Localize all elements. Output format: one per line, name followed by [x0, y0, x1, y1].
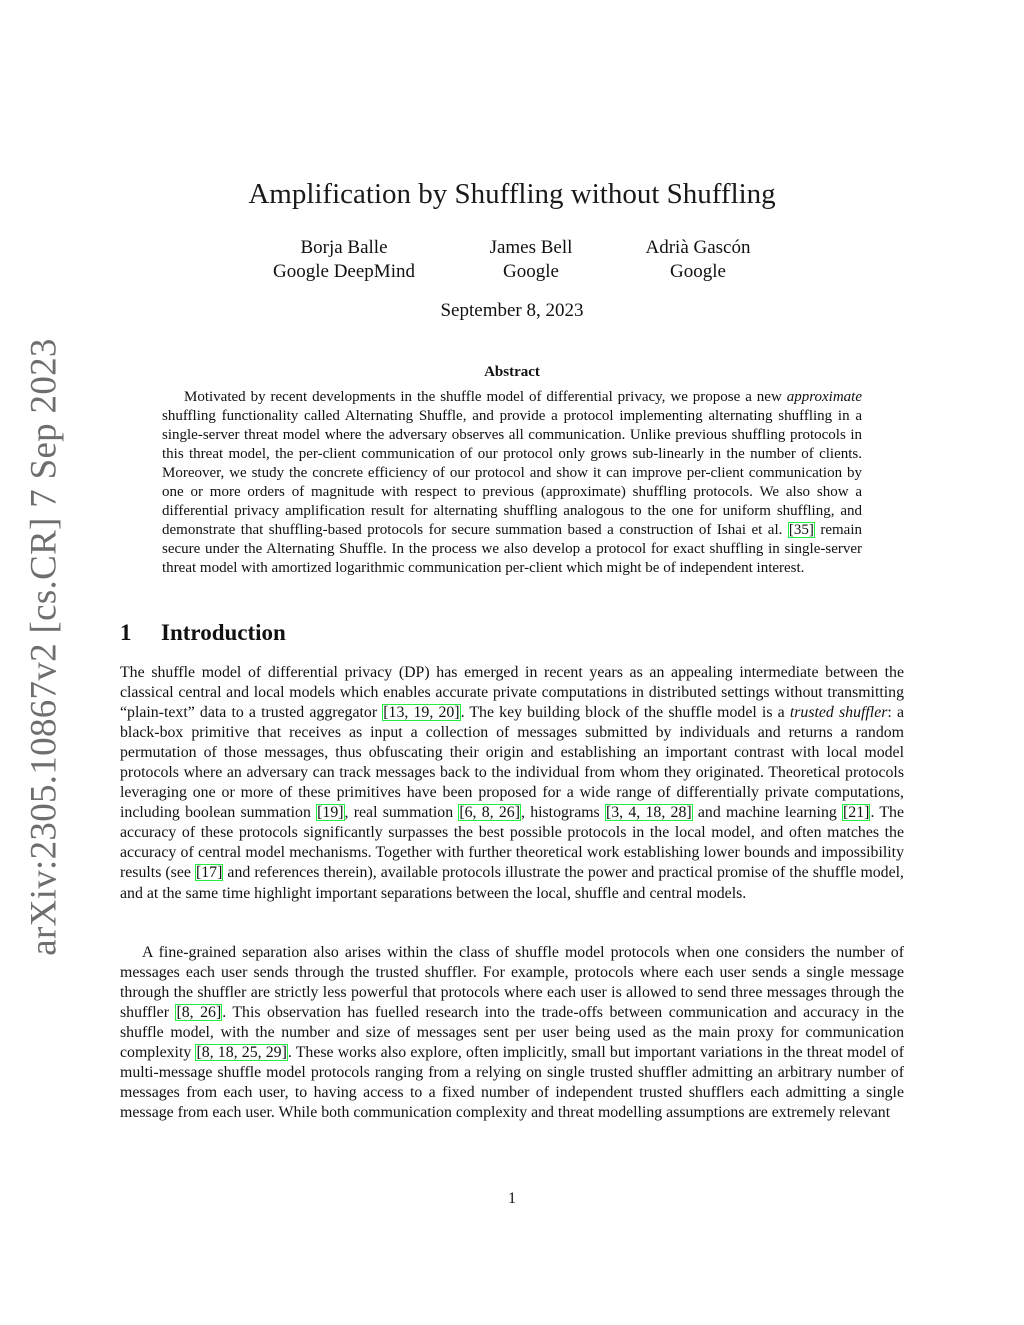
author-list [0, 236, 1024, 296]
page-number: 1 [508, 1190, 516, 1207]
author-affiliation: Google DeepMind [273, 261, 415, 282]
citation-link[interactable]: [3, 4, 18, 28] [605, 804, 692, 822]
author-block [273, 236, 415, 284]
text-run: remain secure under the Alternating Shuffle. In the process we also develop a protocol for exact shuffling in single-server threat model with amortized logarithmic communication per-client which might be of independent interest. [162, 522, 863, 577]
section-number: 1 [120, 620, 132, 645]
text-run: and references therein), available protocols illustrate the power and practical promise of the shuffle model, and at the same time highlight important separations between the local, shuffle and central models. [120, 864, 905, 902]
author-name: James Bell [489, 237, 573, 258]
emphasis: trusted shuffler [789, 704, 888, 722]
text-run: . The key building block of the shuffle model is a [460, 704, 790, 722]
author-affiliation: Google [503, 261, 559, 282]
citation-link[interactable]: [8, 26] [176, 1004, 222, 1022]
abstract-heading: Abstract [484, 364, 540, 380]
emphasis: approximate [786, 389, 862, 405]
body-paragraph [120, 663, 904, 904]
citation-link[interactable]: [13, 19, 20] [383, 704, 460, 722]
citation-link[interactable]: [35] [788, 522, 814, 539]
section-title: Introduction [161, 620, 286, 645]
text-run: , real summation [344, 804, 459, 822]
text-run: , histograms [521, 804, 605, 822]
arxiv-identifier: arXiv:2305.10867v2 [cs.CR] 7 Sep 2023 [23, 338, 65, 956]
citation-link[interactable]: [8, 18, 25, 29] [196, 1044, 287, 1062]
text-run: . This observation has fuelled research into the trade-offs between communication and accuracy in the shuffle model, with the number and size of messages sent per user being used as the main proxy for communication complexity [120, 1004, 904, 1062]
text-run: A fine-grained separation also arises within the class of shuffle model protocols when one considers the number of messages each user sends through the trusted shuffler. For example, protocols where each user sends a single message through the shuffler are strictly less powerful that protocols where each user is allowed to send three messages through the shuffler [120, 944, 904, 1022]
text-run: shuffling functionality called Alternating Shuffle, and provide a protocol implementing alternating shuffling in a single-server threat model where the adversary observes all communication. Unlike previous shuffling protocols in this threat model, the per-client communication of our protocol only grows sub-linearly in the number of clients. Moreover, we study the concrete efficiency of our protocol and show it can improve per-client communication by one or more orders of magnitude with respect to previous (approximate) shuffling protocols. We also show a differential privacy amplification result for alternating shuffling analogous to the one for uniform shuffling, and demonstrate that shuffling-based protocols for secure summation based a construction of Ishai et al. [162, 408, 862, 539]
text-run: . These works also explore, often implicitly, small but important variations in the threat model of multi-message shuffle model protocols ranging from a relying on single trusted shuffler admitting an arbitrary number of messages from each user, to having access to a fixed number of independent trusted shufflers each admitting a single message from each user. While both communication complexity and threat modelling assumptions are extremely relevant [120, 1044, 905, 1122]
abstract-text [162, 388, 862, 578]
author-block [646, 236, 751, 284]
citation-link[interactable]: [19] [317, 804, 344, 822]
text-run: Motivated by recent developments in the shuffle model of differential privacy, we propose a new [184, 389, 787, 405]
text-run: The shuffle model of differential privacy (DP) has emerged in recent years as an appealing intermediate between the classical central and local models which enables accurate private computations in distributed settings without transmitting “plain-text” data to a trusted aggregator [120, 664, 904, 722]
text-run: : a black-box primitive that receives as input a collection of messages submitted by individuals and returns a random permutation of those messages, thus obfuscating their origin and establishing an important contrast with local model protocols where an adversary can track messages back to the individual from whom they originated. Theoretical protocols leveraging one or more of these primitives have been proposed for a wide range of differentially private computations, including boolean summation [120, 704, 904, 822]
text-run: and machine learning [692, 804, 843, 822]
paper-title: Amplification by Shuffling without Shuffling [248, 178, 776, 210]
author-affiliation: Google [670, 261, 726, 282]
citation-link[interactable]: [21] [843, 804, 870, 822]
text-run: . The accuracy of these protocols significantly surpasses the best possible protocols in the local model, and often matches the accuracy of central model mechanisms. Together with further theoretical work establishing lower bounds and impossibility results (see [120, 804, 904, 882]
section-heading [120, 620, 286, 646]
author-name: Borja Balle [300, 237, 388, 258]
body-paragraph [120, 943, 904, 1123]
author-block [490, 236, 573, 284]
publication-date: September 8, 2023 [440, 300, 584, 321]
citation-link[interactable]: [6, 8, 26] [459, 804, 520, 822]
citation-link[interactable]: [17] [195, 864, 223, 882]
author-name: Adrià Gascón [645, 237, 751, 258]
